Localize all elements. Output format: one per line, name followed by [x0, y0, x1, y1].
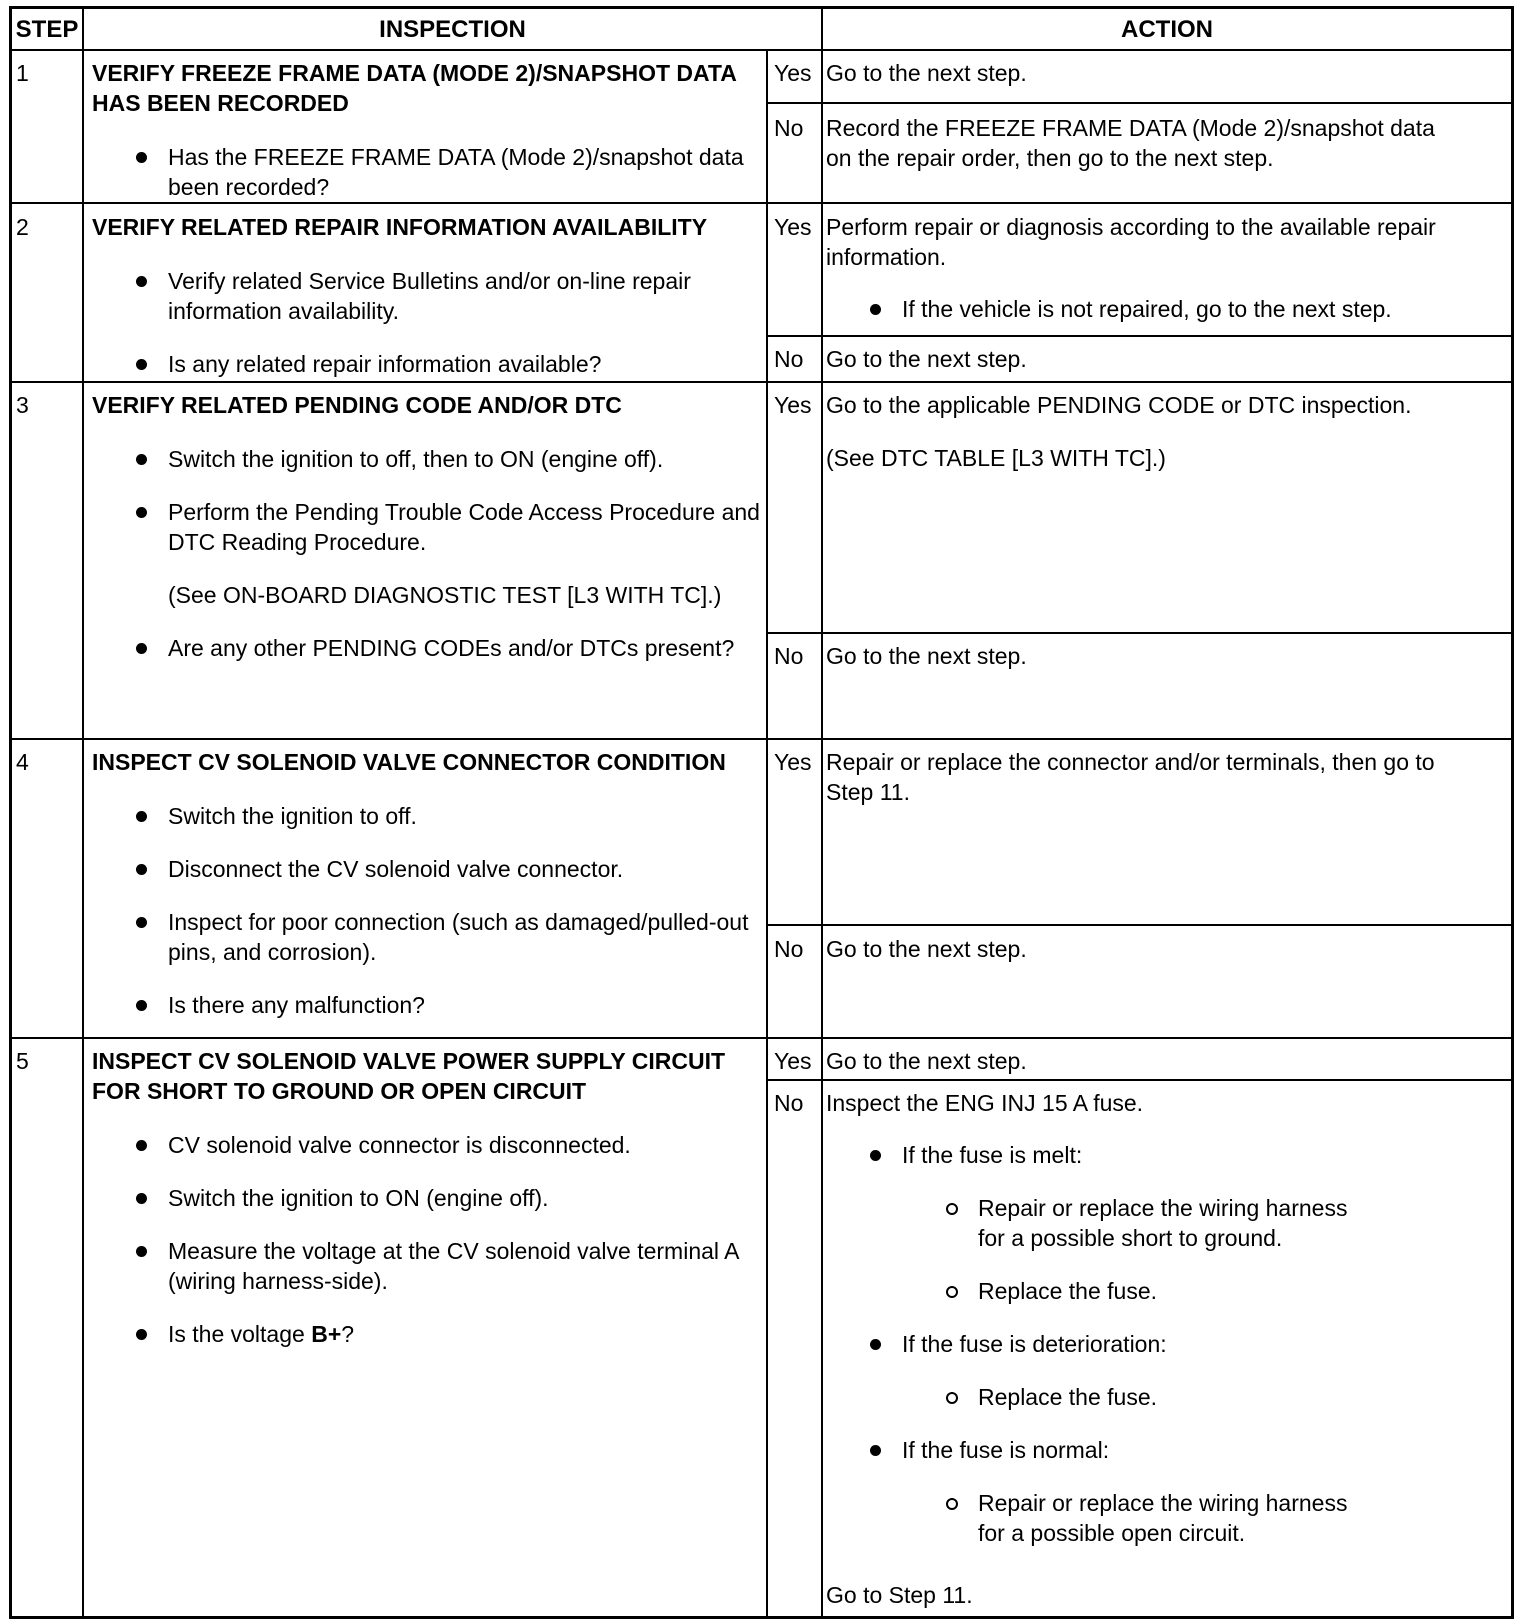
no-label: No	[774, 115, 804, 141]
inspection-bullets	[92, 142, 772, 202]
fuse-case-actions	[902, 1488, 1466, 1548]
inspection-bullet: Switch the ignition to off, then to ON (engine off).	[92, 444, 772, 474]
inspection-bullet-suffix: ?	[341, 1321, 355, 1347]
col-divider-inspection	[821, 9, 823, 1616]
step-number: 4	[16, 749, 29, 775]
inspection-bullets	[92, 266, 772, 379]
fuse-case-label: If the fuse is deterioration:	[902, 1331, 1167, 1357]
yes-action-bullet: If the vehicle is not repaired, go to the next step.	[826, 294, 1466, 324]
yes-action-reference: (See DTC TABLE [L3 WITH TC].)	[826, 445, 1166, 471]
inspection-cell	[92, 747, 772, 1043]
inspection-bullets	[92, 801, 772, 1020]
fuse-case-actions	[902, 1382, 1466, 1412]
no-action: Go to the next step.	[826, 643, 1027, 669]
no-label: No	[774, 346, 804, 372]
inspection-bullet-text: Perform the Pending Trouble Code Access Procedure and DTC Reading Procedure.	[168, 499, 760, 555]
yesno-divider-1	[766, 102, 1511, 104]
yes-label: Yes	[774, 392, 812, 418]
inspection-cell	[92, 58, 772, 225]
inspection-title: INSPECT CV SOLENOID VALVE POWER SUPPLY CIRCUIT FOR SHORT TO GROUND OR OPEN CIRCUIT	[92, 1048, 726, 1104]
inspection-title: VERIFY RELATED REPAIR INFORMATION AVAILABILITY	[92, 214, 708, 240]
inspection-bullet: Inspect for poor connection (such as damaged/pulled-out pins, and corrosion).	[92, 907, 772, 967]
inspection-bullet: Are any other PENDING CODEs and/or DTCs present?	[92, 633, 772, 663]
diagnostic-table	[9, 6, 1514, 1619]
step-number: 3	[16, 392, 29, 418]
fuse-case-action: Replace the fuse.	[902, 1276, 1466, 1306]
inspection-bullets	[92, 1130, 772, 1349]
no-action-footer: Go to Step 11.	[826, 1582, 973, 1608]
inspection-title: VERIFY FREEZE FRAME DATA (MODE 2)/SNAPSHOT DATA HAS BEEN RECORDED	[92, 60, 737, 116]
inspection-bullets	[92, 444, 772, 663]
inspection-bullet: CV solenoid valve connector is disconnected.	[92, 1130, 772, 1160]
no-action-cell	[826, 1088, 1466, 1571]
header-action: ACTION	[1121, 16, 1213, 43]
yes-action-cell	[826, 212, 1466, 347]
yes-action: Repair or replace the connector and/or terminals, then go to Step 11.	[826, 749, 1435, 805]
yes-action-cell	[826, 390, 1466, 473]
inspection-bullet	[92, 1319, 772, 1349]
header-step: STEP	[15, 16, 79, 43]
step-number: 5	[16, 1048, 29, 1074]
yes-action: Go to the applicable PENDING CODE or DTC inspection.	[826, 392, 1412, 418]
yes-action-bullets	[826, 294, 1466, 324]
inspection-bullet: Is any related repair information available?	[92, 349, 772, 379]
inspection-title: VERIFY RELATED PENDING CODE AND/OR DTC	[92, 392, 622, 418]
yes-action: Perform repair or diagnosis according to the available repair information.	[826, 214, 1436, 270]
no-action: Inspect the ENG INJ 15 A fuse.	[826, 1090, 1144, 1116]
row-divider-3	[12, 738, 1511, 740]
inspection-cell	[92, 1046, 772, 1372]
no-label: No	[774, 936, 804, 962]
no-action: Go to the next step.	[826, 346, 1027, 372]
inspection-bullet: Measure the voltage at the CV solenoid valve terminal A (wiring harness-side).	[92, 1236, 772, 1296]
yesno-divider-4	[766, 924, 1511, 926]
col-divider-step	[82, 9, 84, 1616]
no-label: No	[774, 643, 804, 669]
no-action: Go to the next step.	[826, 936, 1027, 962]
inspection-title: INSPECT CV SOLENOID VALVE CONNECTOR CONDITION	[92, 749, 726, 775]
fuse-case-action: Replace the fuse.	[902, 1382, 1466, 1412]
yes-label: Yes	[774, 749, 812, 775]
fuse-case-label: If the fuse is normal:	[902, 1437, 1110, 1463]
inspection-bullet	[92, 497, 772, 610]
inspection-bullet-reference: (See ON-BOARD DIAGNOSTIC TEST [L3 WITH TC].)	[168, 582, 722, 608]
fuse-case	[826, 1140, 1466, 1306]
yes-label: Yes	[774, 1048, 812, 1074]
fuse-case-action: Repair or replace the wiring harness for a possible short to ground.	[902, 1193, 1368, 1253]
fuse-cases	[826, 1140, 1466, 1548]
inspection-bullet: Disconnect the CV solenoid valve connector.	[92, 854, 772, 884]
yes-label: Yes	[774, 60, 812, 86]
inspection-bullet: Is there any malfunction?	[92, 990, 772, 1020]
fuse-case-actions	[902, 1193, 1466, 1306]
voltage-value: B+	[311, 1321, 342, 1347]
fuse-case	[826, 1329, 1466, 1412]
yes-label: Yes	[774, 214, 812, 240]
inspection-cell	[92, 390, 772, 686]
no-action: Record the FREEZE FRAME DATA (Mode 2)/snapshot data on the repair order, then go to the next step.	[826, 115, 1435, 171]
yesno-divider-5	[766, 1079, 1511, 1081]
inspection-bullet: Switch the ignition to off.	[92, 801, 772, 831]
step-number: 2	[16, 214, 29, 240]
yes-action: Go to the next step.	[826, 1048, 1027, 1074]
yesno-divider-3	[766, 632, 1511, 634]
fuse-case-action: Repair or replace the wiring harness for a possible open circuit.	[902, 1488, 1368, 1548]
fuse-case-label: If the fuse is melt:	[902, 1142, 1083, 1168]
fuse-case	[826, 1435, 1466, 1548]
step-number: 1	[16, 60, 29, 86]
inspection-bullet: Has the FREEZE FRAME DATA (Mode 2)/snapshot data been recorded?	[92, 142, 772, 202]
no-label: No	[774, 1090, 804, 1116]
inspection-bullet: Verify related Service Bulletins and/or on-line repair information availability.	[92, 266, 772, 326]
header-inspection: INSPECTION	[379, 16, 526, 43]
inspection-bullet-text: Is the voltage	[168, 1321, 312, 1347]
yes-action: Go to the next step.	[826, 60, 1027, 86]
inspection-bullet: Switch the ignition to ON (engine off).	[92, 1183, 772, 1213]
inspection-cell	[92, 212, 772, 402]
